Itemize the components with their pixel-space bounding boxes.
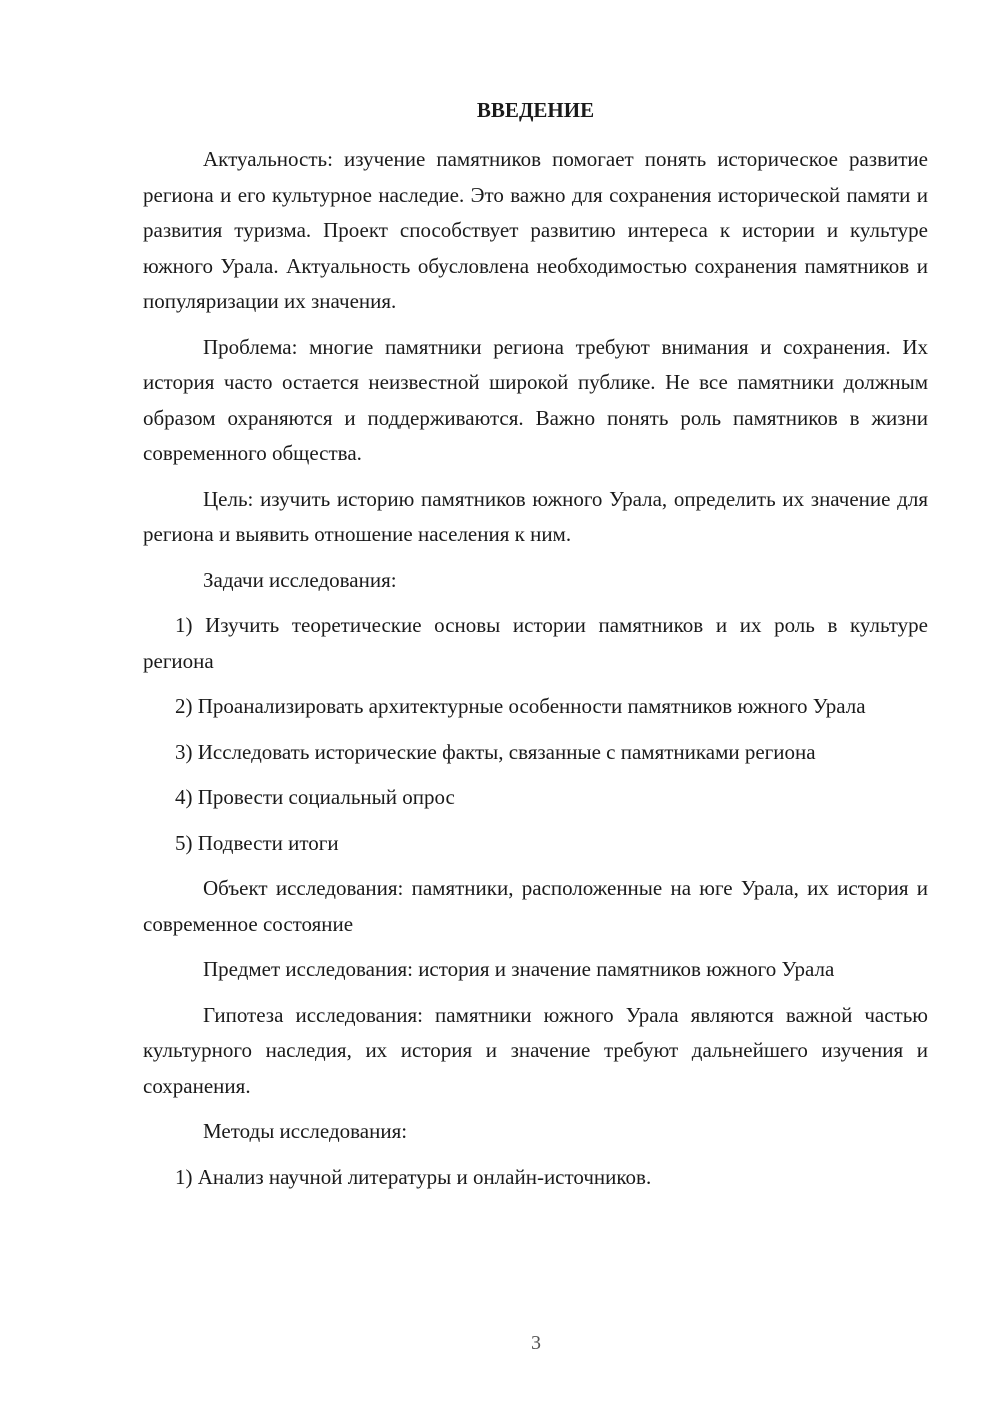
page-number: 3 bbox=[531, 1332, 541, 1354]
paragraph-goal: Цель: изучить историю памятников южного Урала, определить их значение для региона и выявить отношение населения к ним. bbox=[143, 486, 928, 546]
paragraph-subject: Предмет исследования: история и значение памятников южного Урала bbox=[203, 957, 835, 981]
paragraph-problem: Проблема: многие памятники региона требуют внимания и сохранения. Их история часто остается неизвестной широкой публике. Не все памятники должным образом охраняются и поддерживаются. Важно понять роль памятников в жизни современного общества. bbox=[143, 334, 928, 465]
task-item-5: 5) Подвести итоги bbox=[175, 830, 339, 855]
document-body bbox=[143, 142, 928, 1205]
paragraph-relevance: Актуальность: изучение памятников помогает понять историческое развитие региона и его культурное наследие. Это важно для сохранения исторической памяти и развития туризма. Проект способствует развитию интереса к истории и культуре южного Урала. Актуальность обусловлена необходимостью сохранения памятников и популяризации их значения. bbox=[143, 147, 928, 313]
tasks-heading: Задачи исследования: bbox=[203, 567, 397, 592]
methods-heading: Методы исследования: bbox=[203, 1119, 408, 1143]
paragraph-hypothesis: Гипотеза исследования: памятники южного Урала являются важной частью культурного наследия, их история и значение требуют дальнейшего изучения и сохранения. bbox=[143, 1002, 928, 1098]
task-item-3: 3) Исследовать исторические факты, связанные с памятниками региона bbox=[175, 739, 816, 764]
task-item-2: 2) Проанализировать архитектурные особенности памятников южного Урала bbox=[175, 694, 866, 718]
section-title: ВВЕДЕНИЕ bbox=[476, 98, 595, 122]
method-item-1: 1) Анализ научной литературы и онлайн-источников. bbox=[175, 1164, 652, 1189]
paragraph-object: Объект исследования: памятники, расположенные на юге Урала, их история и современное состояние bbox=[143, 876, 928, 936]
task-item-1: 1) Изучить теоретические основы истории памятников и их роль в культуре региона bbox=[143, 613, 928, 673]
task-item-4: 4) Провести социальный опрос bbox=[175, 785, 455, 809]
